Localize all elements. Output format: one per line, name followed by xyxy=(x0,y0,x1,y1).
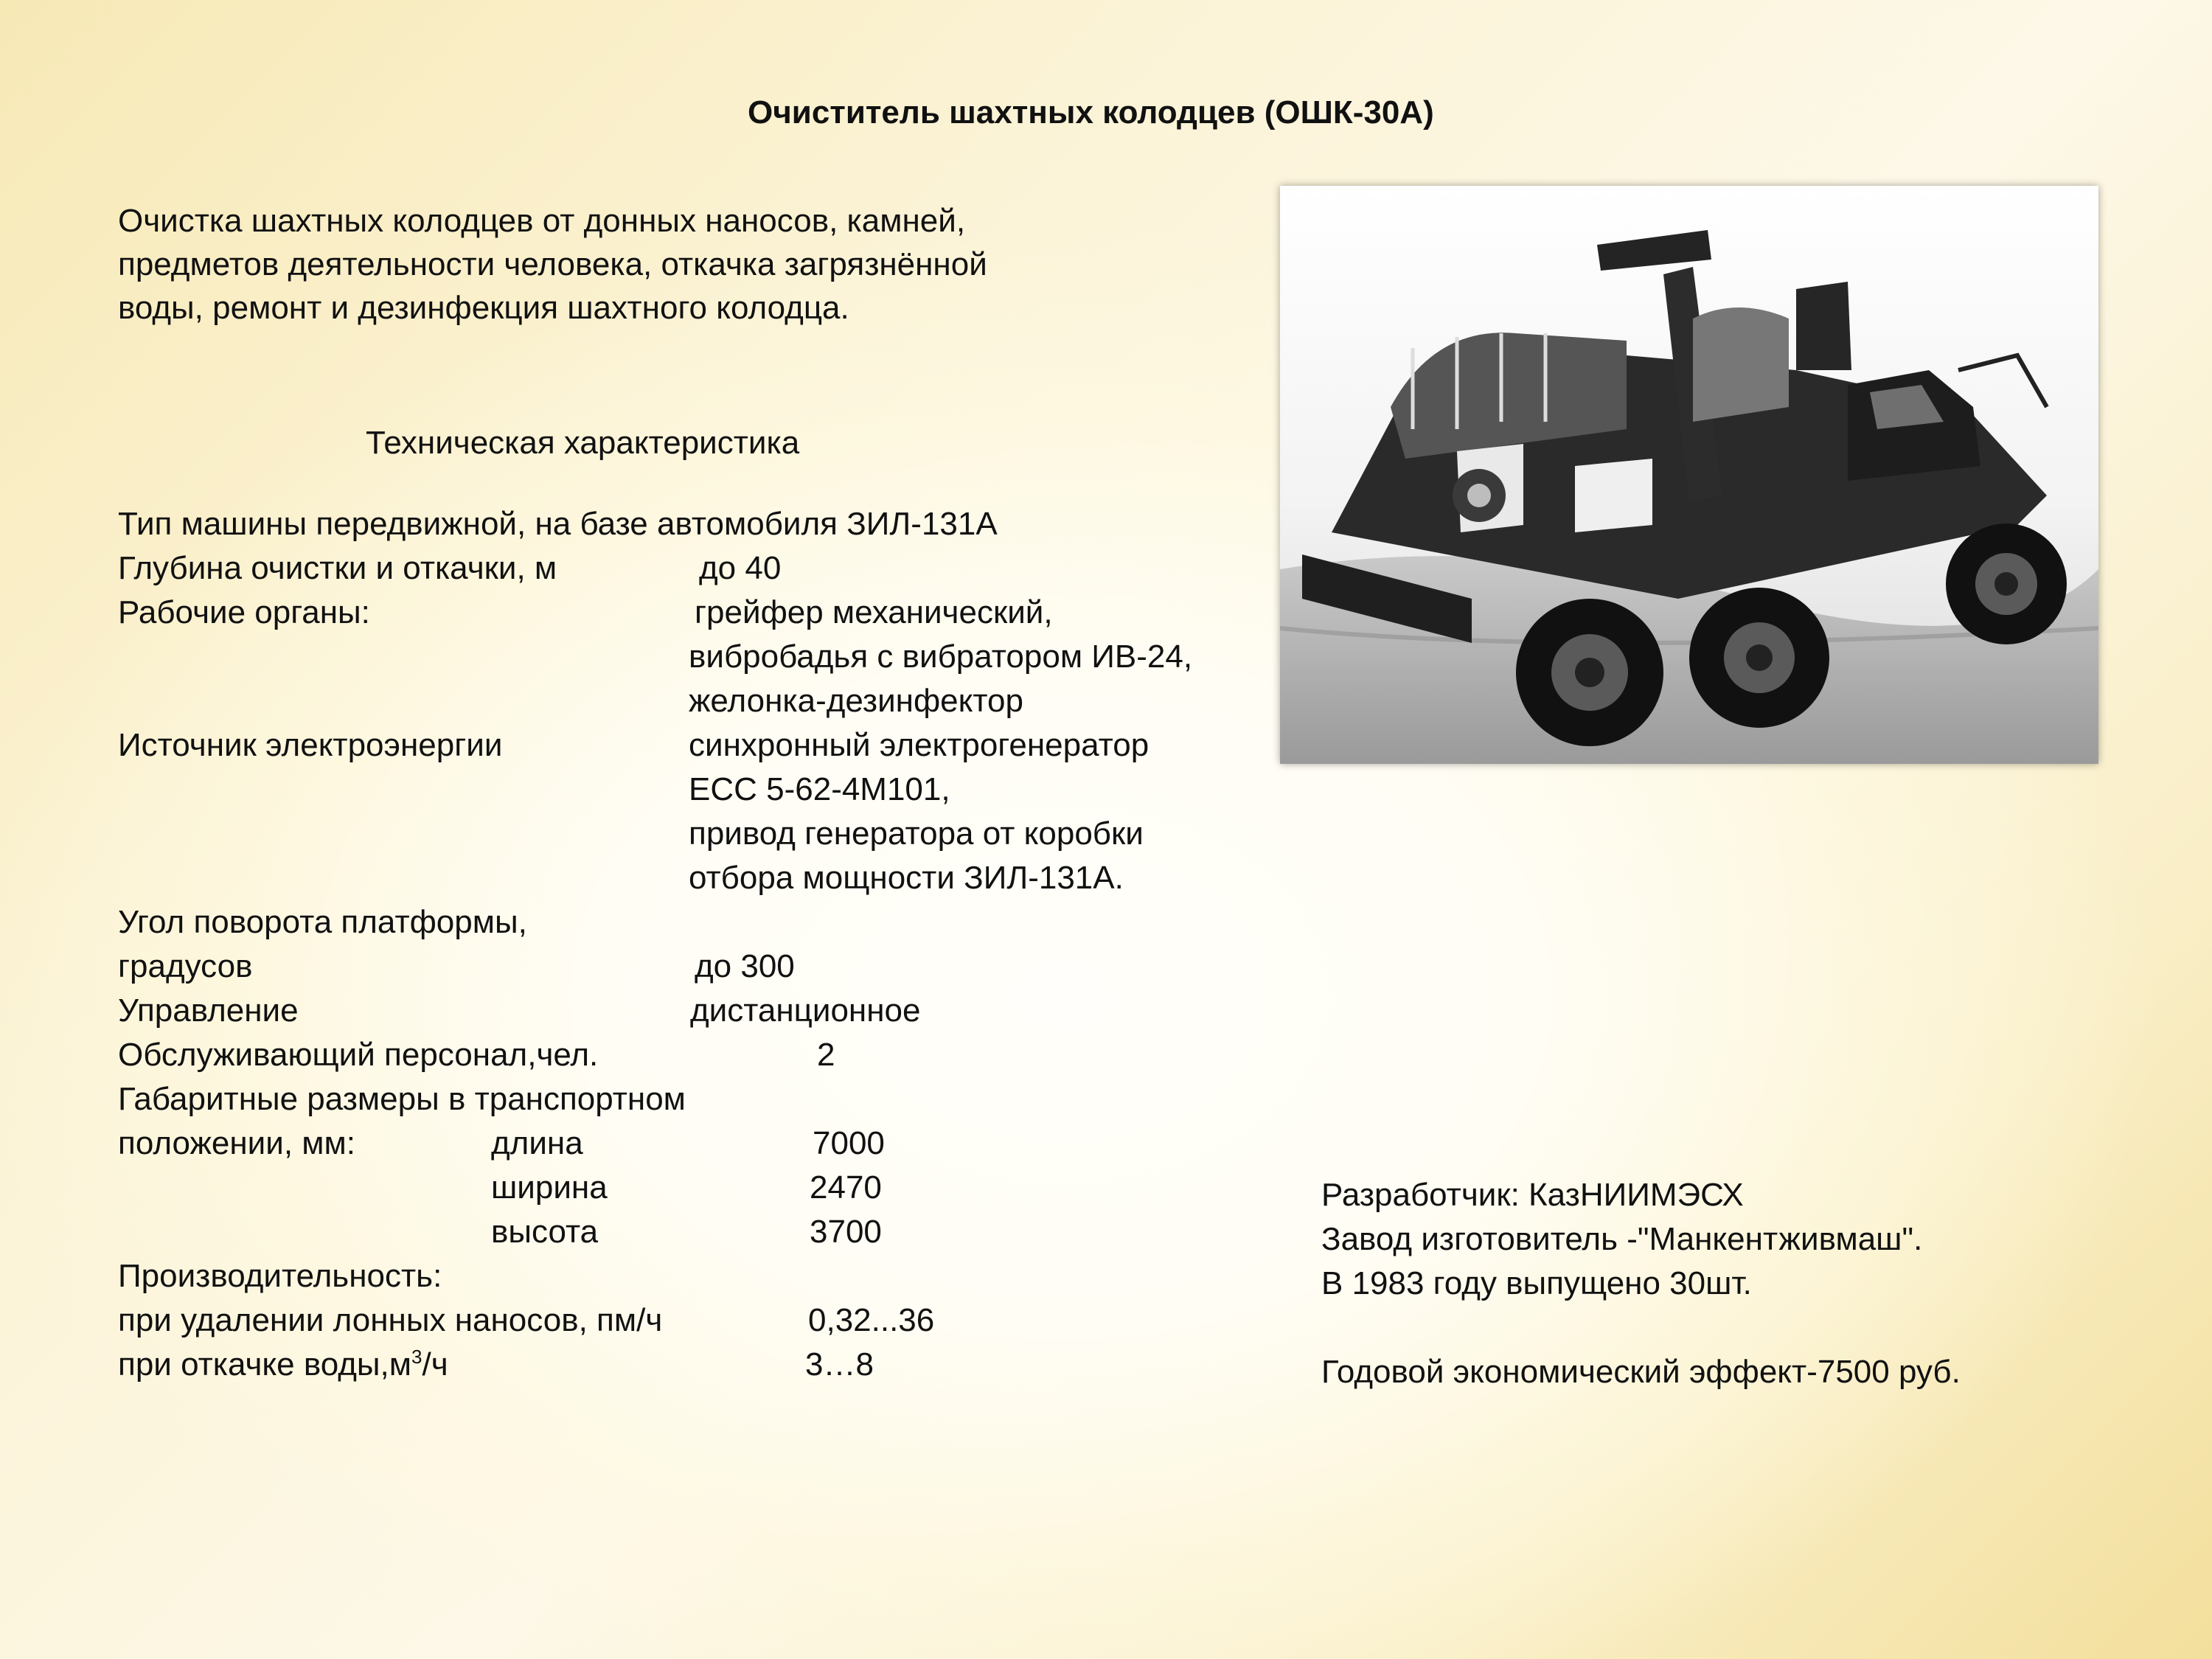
page-title: Очиститель шахтных колодцев (ОШК-30А) xyxy=(748,94,1434,131)
truck-photo-icon xyxy=(1280,186,2098,764)
power-value: ЕСС 5-62-4М101, xyxy=(689,771,950,807)
productivity-water-label xyxy=(118,1346,448,1383)
dimension-name: длина xyxy=(491,1125,583,1161)
unit-superscript: 3 xyxy=(411,1346,422,1368)
control-label: Управление xyxy=(118,992,299,1029)
dimensions-label: положении, мм: xyxy=(118,1125,356,1161)
dimension-name: высота xyxy=(491,1214,599,1250)
intro-line: предметов деятельности человека, откачка загрязнённой xyxy=(118,246,987,282)
manufacturer: Завод изготовитель -"Манкентживмаш". xyxy=(1321,1221,1923,1257)
dimension-value: 2470 xyxy=(810,1169,882,1206)
working-bodies-value: желонка-дезинфектор xyxy=(689,683,1023,719)
productivity-water-unit: /ч xyxy=(422,1346,448,1382)
rotation-label: градусов xyxy=(118,948,253,984)
depth-value: до 40 xyxy=(699,550,782,586)
dimension-value: 3700 xyxy=(810,1214,882,1250)
productivity-sediment-value: 0,32...36 xyxy=(808,1302,935,1338)
productivity-water-value: 3…8 xyxy=(805,1346,874,1382)
dimension-name: ширина xyxy=(491,1169,608,1206)
developer: Разработчик: КазНИИМЭСХ xyxy=(1321,1177,1744,1213)
control-value: дистанционное xyxy=(690,992,921,1029)
power-value: синхронный электрогенератор xyxy=(689,727,1150,763)
power-value: привод генератора от коробки xyxy=(689,815,1144,852)
working-bodies-label: Рабочие органы: xyxy=(118,594,370,630)
economic-effect: Годовой экономический эффект-7500 руб. xyxy=(1321,1354,1961,1390)
productivity-sediment-label: при удалении лонных наносов, пм/ч xyxy=(118,1302,663,1338)
intro-text xyxy=(118,199,987,330)
productivity-label: Производительность: xyxy=(118,1258,442,1294)
depth-label: Глубина очистки и откачки, м xyxy=(118,550,557,586)
rotation-value: до 300 xyxy=(695,948,795,984)
machine-type: Тип машины передвижной, на базе автомобиля ЗИЛ-131А xyxy=(118,506,998,542)
intro-line: Очистка шахтных колодцев от донных наносов, камней, xyxy=(118,203,966,239)
dimensions-label: Габаритные размеры в транспортном xyxy=(118,1081,686,1117)
specs-heading: Техническая характеристика xyxy=(366,425,800,461)
rotation-label: Угол поворота платформы, xyxy=(118,904,527,940)
working-bodies-value: вибробадья с вибратором ИВ-24, xyxy=(689,639,1193,675)
dimension-value: 7000 xyxy=(813,1125,885,1161)
power-label: Источник электроэнергии xyxy=(118,727,503,763)
staff-label: Обслуживающий персонал,чел. xyxy=(118,1037,599,1073)
produced-count: В 1983 году выпущено 30шт. xyxy=(1321,1265,1752,1301)
productivity-water-text: при откачке воды,м xyxy=(118,1346,411,1382)
working-bodies-value: грейфер механический, xyxy=(695,594,1053,630)
staff-value: 2 xyxy=(817,1037,835,1073)
power-value: отбора мощности ЗИЛ-131А. xyxy=(689,860,1124,896)
truck-photo xyxy=(1280,186,2098,764)
intro-line: воды, ремонт и дезинфекция шахтного колодца. xyxy=(118,290,849,326)
